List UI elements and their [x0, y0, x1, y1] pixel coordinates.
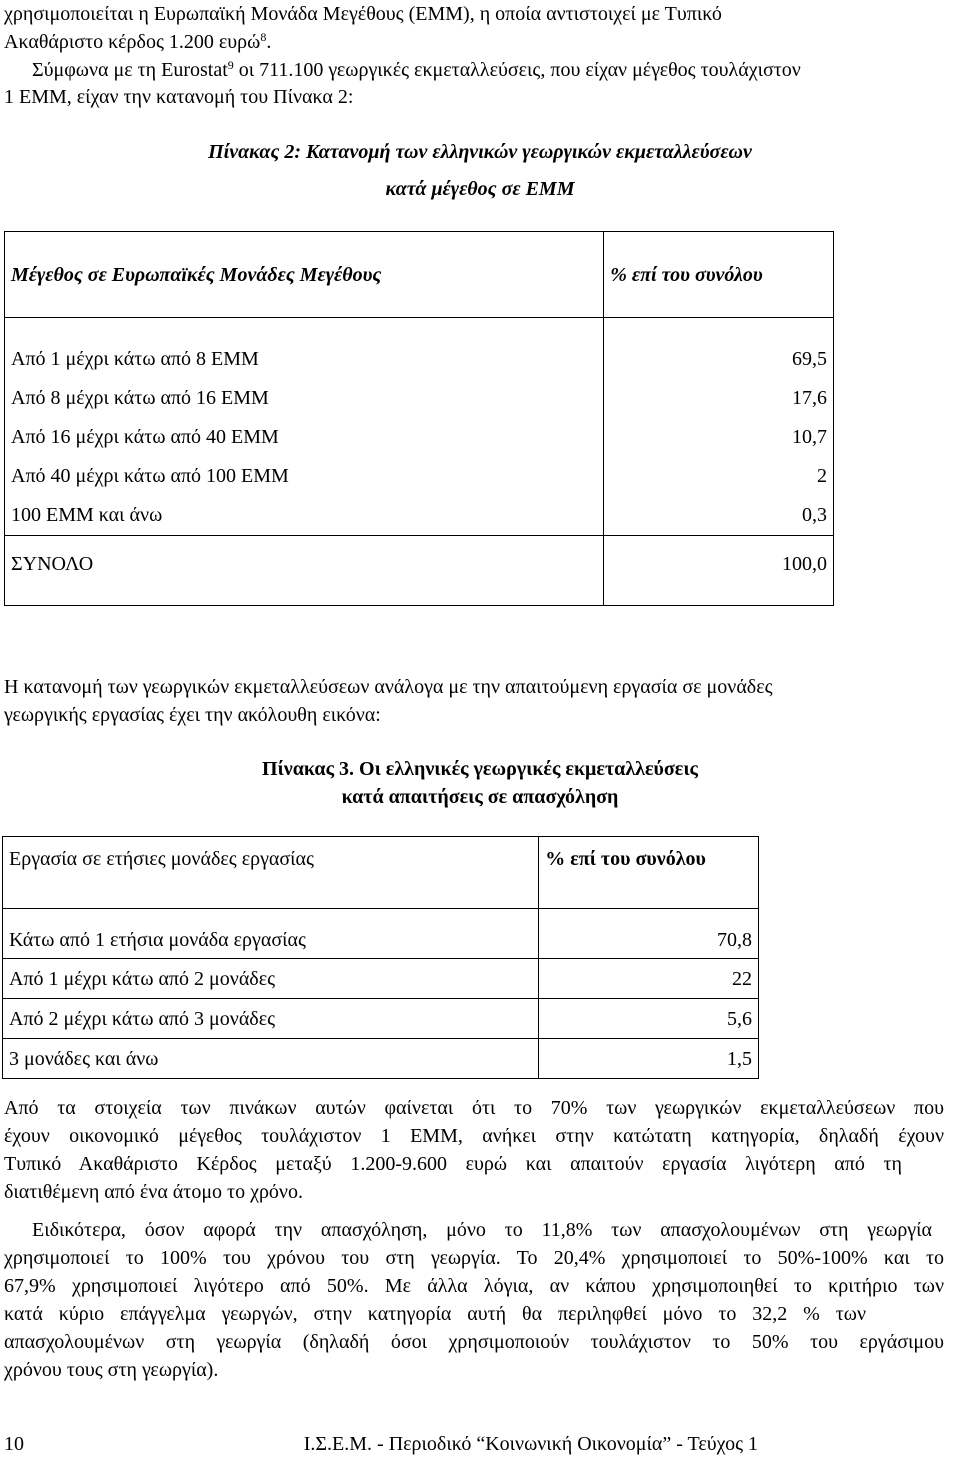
table-row-value: 0,3 — [802, 504, 827, 526]
middle-line-2: γεωργικής εργασίας έχει την ακόλουθη εικόνα: — [4, 704, 381, 726]
table2-header-size: Μέγεθος σε Ευρωπαϊκές Μονάδες Μεγέθους — [5, 232, 604, 318]
table-row — [3, 1039, 759, 1079]
table-row-label: Κάτω από 1 ετήσια μονάδα εργασίας — [3, 909, 539, 959]
table2-title: Πίνακας 2: Κατανομή των ελληνικών γεωργικών εκμεταλλεύσεων — [208, 141, 752, 163]
table3 — [2, 836, 759, 1079]
para1-line-1: Από τα στοιχεία των πινάκων αυτών φαίνεται ότι το 70% των γεωργικών εκμεταλλεύσεων που — [4, 1097, 944, 1119]
intro-line-2-text: Ακαθάριστο κέρδος 1.200 ευρώ — [4, 31, 261, 53]
para2-line-4: κατά κύριο επάγγελμα γεωργών, στην κατηγορία αυτή θα περιληφθεί μόνο το 32,2 % των — [4, 1303, 866, 1325]
table3-title: Πίνακας 3. Οι ελληνικές γεωργικές εκμεταλλεύσεις — [262, 758, 698, 780]
intro-line-2-end: . — [266, 31, 272, 53]
table-row-label: Από 1 μέχρι κάτω από 8 ΕΜΜ — [11, 348, 259, 370]
para2-line-5: απασχολουμένων στη γεωργία (δηλαδή όσοι χρησιμοποιούν τουλάχιστον το 50% του εργάσιμου — [4, 1331, 944, 1353]
table2-total-row — [5, 536, 834, 606]
intro-line-4: 1 ΕΜΜ, είχαν την κατανομή του Πίνακα 2: — [4, 86, 354, 108]
table2-data-block — [5, 318, 834, 536]
table-row-label: 100 ΕΜΜ και άνω — [11, 504, 163, 526]
intro-line-3-start: Σύμφωνα με τη Eurostat — [32, 59, 228, 81]
table2-values-cell — [604, 318, 834, 536]
table-row — [3, 959, 759, 999]
table-row-value: 22 — [539, 959, 759, 999]
middle-line-1: Η κατανομή των γεωργικών εκμεταλλεύσεων ανάλογα με την απαιτούμενη εργασία σε μονάδες — [4, 676, 773, 698]
table-row-value: 17,6 — [792, 387, 827, 409]
para2-line-1: Ειδικότερα, όσον αφορά την απασχόληση, μόνο το 11,8% των απασχολουμένων στη γεωργία — [32, 1219, 932, 1241]
table-row-value: 10,7 — [792, 426, 827, 448]
table2-header-percent: % επί του συνόλου — [604, 232, 834, 318]
table-row-value: 70,8 — [539, 909, 759, 959]
intro-line-1: χρησιμοποιείται η Ευρωπαϊκή Μονάδα Μεγέθους (ΕΜΜ), η οποία αντιστοιχεί με Τυπικό — [4, 3, 722, 25]
intro-line-3 — [32, 58, 801, 82]
table3-header-row — [3, 837, 759, 909]
journal-footer: Ι.Σ.Ε.Μ. - Περιοδικό “Κοινωνική Οικονομία” - Τεύχος 1 — [303, 1433, 758, 1455]
para1-line-3: Τυπικό Ακαθάριστο Κέρδος μεταξύ 1.200-9.600 ευρώ και απαιτούν εργασία λιγότερη από τη — [4, 1153, 902, 1175]
table-row-value: 69,5 — [792, 348, 827, 370]
table-row-value: 1,5 — [539, 1039, 759, 1079]
para1-line-2: έχουν οικονομικό μέγεθος τουλάχιστον 1 ΕΜΜ, ανήκει στην κατώτατη κατηγορία, δηλαδή έχουν — [4, 1125, 944, 1147]
table3-subtitle: κατά απαιτήσεις σε απασχόληση — [341, 786, 619, 808]
intro-line-2 — [4, 30, 271, 54]
table2-total-label: ΣΥΝΟΛΟ — [5, 536, 604, 606]
table2-subtitle: κατά μέγεθος σε ΕΜΜ — [385, 178, 575, 200]
table-row-label: Από 2 μέχρι κάτω από 3 μονάδες — [3, 999, 539, 1039]
table2 — [4, 231, 834, 606]
para2-line-6: χρόνου τους στη γεωργία). — [4, 1359, 219, 1381]
table-row — [3, 999, 759, 1039]
table2-total-value: 100,0 — [604, 536, 834, 606]
page-number: 10 — [4, 1433, 24, 1455]
table-row-value: 2 — [817, 465, 827, 487]
table-row-label: Από 40 μέχρι κάτω από 100 ΕΜΜ — [11, 465, 289, 487]
table-row-label: Από 1 μέχρι κάτω από 2 μονάδες — [3, 959, 539, 999]
footnote-ref-8: 8 — [260, 30, 267, 44]
para2-line-2: χρησιμοποιεί το 100% του χρόνου του στη γεωργία. Το 20,4% χρησιμοποιεί το 50%-100% και το — [4, 1247, 944, 1269]
intro-line-3-rest: οι 711.100 γεωργικές εκμεταλλεύσεις, που είχαν μέγεθος τουλάχιστον — [233, 59, 801, 81]
table2-labels-cell — [5, 318, 604, 536]
para2-line-3: 67,9% χρησιμοποιεί λιγότερο από 50%. Με άλλα λόγια, αν κάπου χρησιμοποιηθεί το κριτήριο των — [4, 1275, 944, 1297]
table-row-value: 5,6 — [539, 999, 759, 1039]
table3-header-percent: % επί του συνόλου — [539, 837, 759, 909]
table3-header-work: Εργασία σε ετήσιες μονάδες εργασίας — [3, 837, 539, 909]
para1-line-4: διατιθέμενη από ένα άτομο το χρόνο. — [4, 1181, 303, 1203]
footnote-ref-9: 9 — [227, 58, 234, 72]
table-row-label: Από 8 μέχρι κάτω από 16 ΕΜΜ — [11, 387, 269, 409]
table-row — [3, 909, 759, 959]
table2-header-row — [5, 232, 834, 318]
table-row-label: Από 16 μέχρι κάτω από 40 ΕΜΜ — [11, 426, 279, 448]
table-row-label: 3 μονάδες και άνω — [3, 1039, 539, 1079]
